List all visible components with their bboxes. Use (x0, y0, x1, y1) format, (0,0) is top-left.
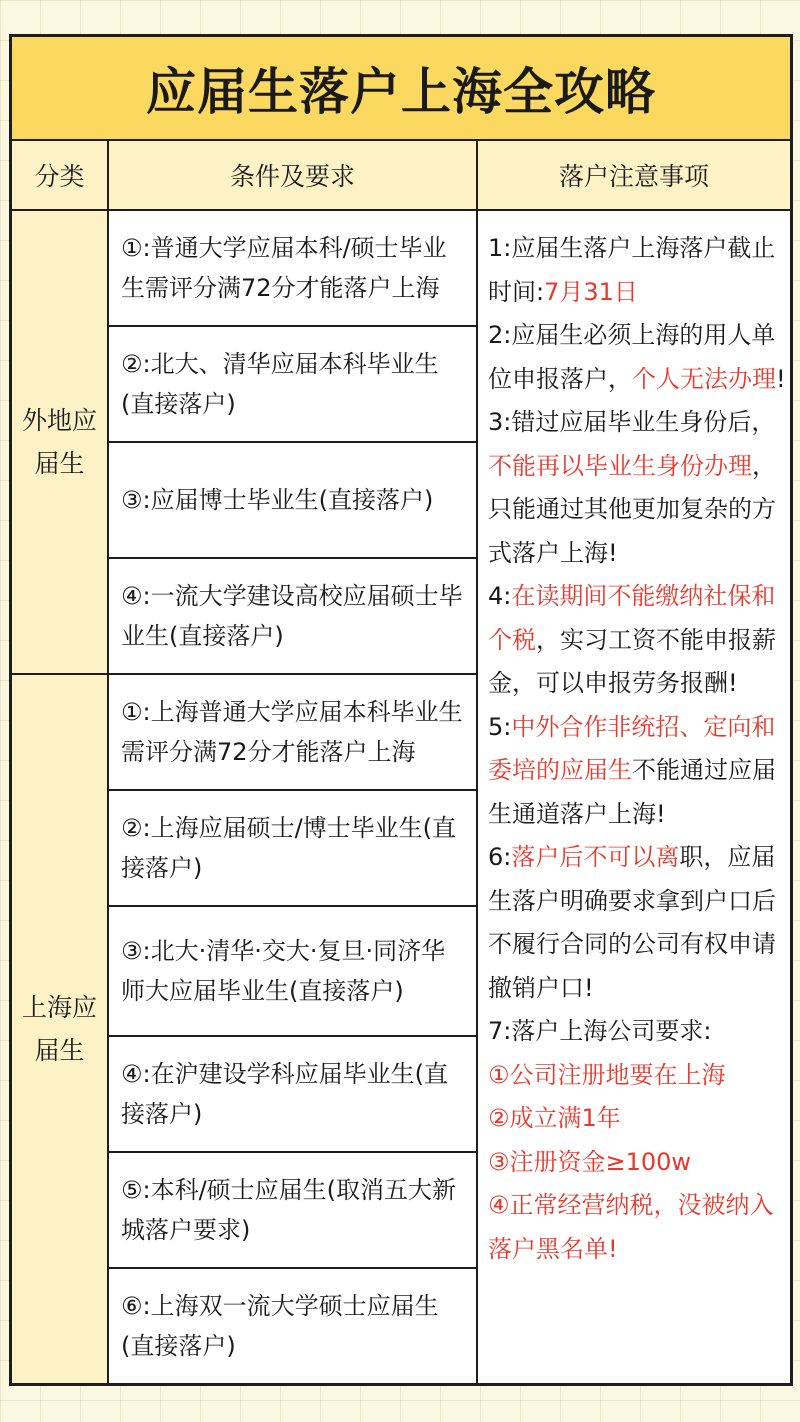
header-notes: 落户注意事项 (478, 141, 790, 211)
condition-cell: ①:普通大学应届本科/硕士毕业生需评分满72分才能落户上海 (109, 211, 478, 327)
note-item (488, 1054, 786, 1098)
notes-column (478, 211, 790, 1383)
note-item (488, 1184, 786, 1271)
note-highlight: 不能再以毕业生身份办理 (488, 451, 752, 480)
note-highlight: 落户后不可以离 (511, 843, 680, 871)
condition-cell: ③:应届博士毕业生(直接落户) (109, 443, 478, 559)
category-shanghai-graduates: 上海应届生 (12, 675, 109, 1383)
note-item (488, 314, 786, 401)
note-highlight: ④正常经营纳税，没被纳入落户黑名单! (488, 1191, 774, 1263)
note-text: ，只能通过其他更加复杂的方式落户上海! (488, 451, 776, 567)
note-item (488, 1141, 786, 1185)
note-text: ! (776, 364, 786, 393)
page-title: 应届生落户上海全攻略 (12, 37, 790, 141)
category-nonlocal-graduates: 外地应届生 (12, 211, 109, 675)
note-text: 2:应届生必须上海的用人单位申报落户， (488, 321, 776, 393)
strategy-table (9, 34, 793, 1386)
condition-cell: ①:上海普通大学应届本科毕业生需评分满72分才能落户上海 (109, 675, 478, 791)
note-text: 7:落户上海公司要求: (488, 1017, 712, 1045)
note-text: 4: (488, 582, 512, 610)
header-category: 分类 (12, 141, 109, 211)
note-text: 5: (488, 712, 512, 741)
note-highlight: ③注册资金≥100w (488, 1147, 692, 1176)
note-highlight: ②成立满1年 (488, 1104, 621, 1132)
note-highlight: 7月31日 (544, 277, 638, 306)
note-text: 3:错过应届毕业生身份后， (488, 408, 776, 436)
condition-cell: ②:上海应届硕士/博士毕业生(直接落户) (109, 791, 478, 907)
condition-cell: ④:在沪建设学科应届毕业生(直接落户) (109, 1037, 478, 1153)
note-item (488, 401, 786, 575)
note-highlight: 中外合作非统招、定向和委培的应届生 (488, 712, 776, 784)
note-highlight: 在读期间不能缴纳社保和个税 (488, 582, 776, 654)
note-item (488, 706, 786, 837)
note-text: 6: (488, 843, 512, 871)
note-text: 职，应届生落户明确要求拿到户口后不履行合同的公司有权申请撤销户口! (488, 843, 776, 1002)
note-item (488, 1097, 786, 1141)
note-highlight: 个人无法办理 (632, 364, 776, 393)
condition-cell: ⑤:本科/硕士应届生(取消五大新城落户要求) (109, 1153, 478, 1269)
note-item (488, 836, 786, 1010)
condition-cell: ③:北大·清华·交大·复旦·同济华师大应届毕业生(直接落户) (109, 907, 478, 1037)
note-item (488, 227, 786, 314)
note-text: ，实习工资不能申报薪金，可以申报劳务报酬! (488, 625, 776, 697)
note-text: 不能通过应届生通道落户上海! (488, 756, 776, 828)
condition-cell: ⑥:上海双一流大学硕士应届生(直接落户) (109, 1269, 478, 1383)
header-conditions: 条件及要求 (109, 141, 478, 211)
condition-cell: ④:一流大学建设高校应届硕士毕业生(直接落户) (109, 559, 478, 675)
note-text: 1:应届生落户上海落户截止时间: (488, 234, 776, 306)
condition-cell: ②:北大、清华应届本科毕业生(直接落户) (109, 327, 478, 443)
note-highlight: ①公司注册地要在上海 (488, 1060, 726, 1089)
note-item (488, 1010, 786, 1054)
note-item (488, 575, 786, 706)
